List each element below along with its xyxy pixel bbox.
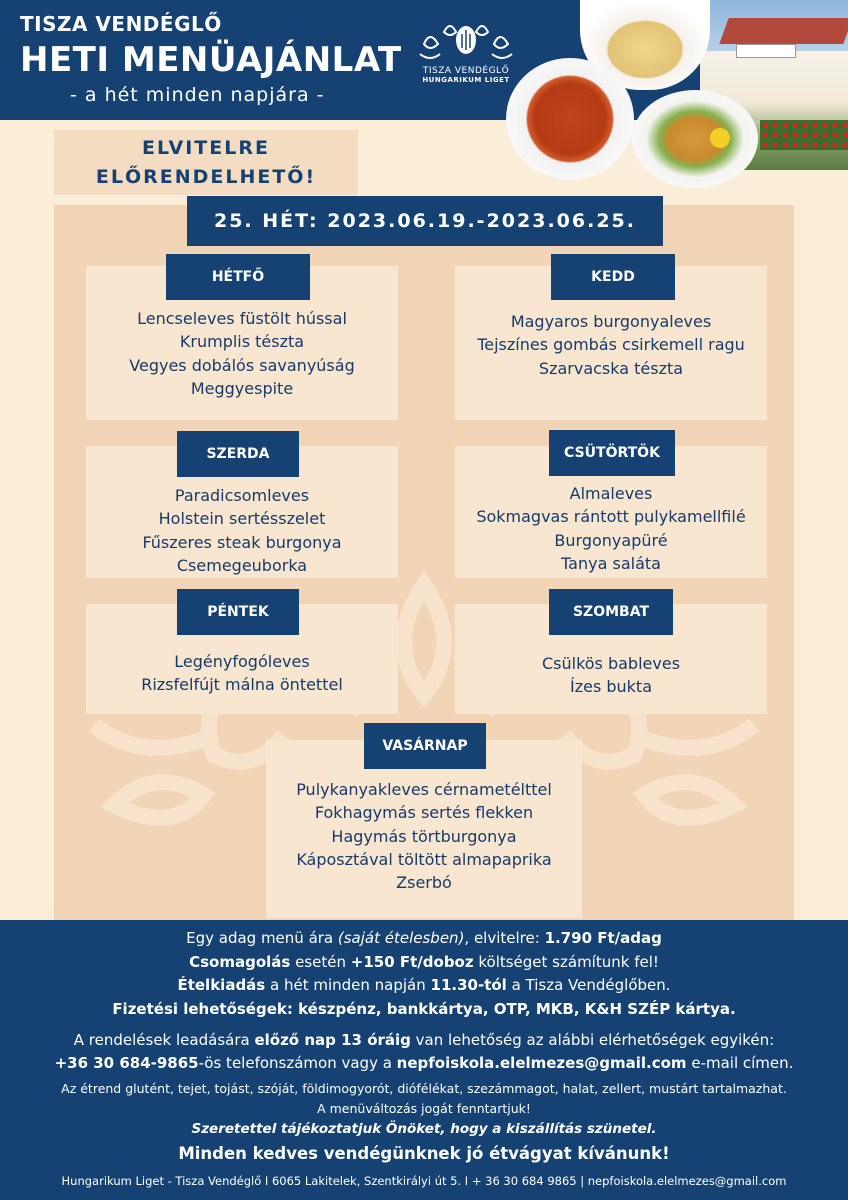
packaging-fee: +150 Ft/doboz	[350, 953, 474, 971]
dish-item: Fűszeres steak burgonya	[142, 532, 342, 552]
day-menu-saturday	[455, 652, 767, 699]
rights-notice: A menüváltozás jogát fenntartjuk!	[317, 1101, 531, 1116]
delivery-notice: Szeretettel tájékoztatjuk Önöket, hogy a kiszállítás szünetel.	[191, 1121, 657, 1137]
address-line: Hungarikum Liget - Tisza Vendéglő I 6065 Lakitelek, Szentkirályi út 5. I + 36 30 684 9865 | nepfoiskola.elelmezes@gmail.com	[61, 1174, 787, 1188]
day-menu-wednesday	[86, 484, 398, 577]
day-menu-friday	[86, 650, 398, 697]
price-line	[0, 929, 848, 947]
contact-text: e-mail címen.	[686, 1054, 794, 1072]
dish-item: Csemegeuborka	[176, 555, 308, 575]
day-label-sunday: VASÁRNAP	[364, 723, 486, 769]
day-label-tuesday: KEDD	[551, 254, 675, 300]
dish-item: Zserbó	[396, 873, 452, 893]
day-menu-sunday	[266, 778, 582, 894]
price-value: 1.790 Ft/adag	[544, 929, 662, 947]
order-line	[0, 1031, 848, 1049]
order-text: van lehetőség az alábbi elérhetőségek egyikén:	[410, 1031, 775, 1049]
fried-fish-plate-photo	[632, 90, 758, 188]
logo-name: TISZA VENDÉGLŐ	[422, 66, 510, 76]
day-label-thursday: CSÜTÖRTÖK	[549, 430, 675, 476]
dish-item: Krumplis tészta	[179, 332, 305, 352]
day-label-monday: HÉTFŐ	[166, 254, 310, 300]
goulash-soup-photo	[506, 58, 634, 180]
serving-label: Ételkiadás	[177, 976, 266, 994]
contact-text: -ös telefonszámon vagy a	[198, 1054, 397, 1072]
dish-item: Legényfogóleves	[174, 652, 310, 671]
dish-item: Tejszínes gombás csirkemell ragu	[477, 335, 745, 355]
order-deadline: előző nap 13 óráig	[254, 1031, 411, 1049]
serving-text: a hét minden napján	[265, 976, 431, 994]
dish-item: Sokmagvas rántott pulykamellfilé	[476, 507, 746, 527]
restaurant-logo	[412, 14, 520, 108]
wish-line: Minden kedves vendégünknek jó étvágyat kívánunk!	[178, 1144, 670, 1163]
serving-time: 11.30-tól	[430, 976, 507, 994]
payment-line: Fizetési lehetőségek: készpénz, bankkártya, OTP, MKB, K&H SZÉP kártya.	[112, 1000, 736, 1018]
contact-line	[0, 1054, 848, 1072]
dish-item: Rizsfelfújt málna öntettel	[141, 675, 343, 695]
takeaway-line-2: ELŐRENDELHETŐ!	[95, 166, 317, 188]
day-label-friday: PÉNTEK	[177, 589, 299, 635]
takeaway-notice	[54, 130, 358, 195]
dish-item: Paradicsomleves	[174, 486, 310, 505]
order-text: A rendelések leadására	[73, 1031, 255, 1049]
dish-item: Almaleves	[569, 484, 653, 503]
phone-number[interactable]: +36 30 684-9865	[54, 1054, 199, 1072]
logo-subtitle: HUNGARIKUM LIGET	[422, 76, 510, 84]
allergen-notice: Az étrend glutént, tejet, tojást, szóját, földimogyorót, diófélékat, szezámmagot, halat, zellert, mustárt tartalmazhat.	[61, 1081, 787, 1096]
dish-item: Hagymás törtburgonya	[331, 826, 517, 846]
packaging-line	[0, 953, 848, 971]
day-menu-tuesday	[455, 310, 767, 380]
serving-text: a Tisza Vendéglőben.	[506, 976, 671, 994]
page-subtitle: - a hét minden napjára -	[70, 84, 325, 106]
dish-item: Pulykanyakleves cérnametélttel	[296, 780, 552, 799]
week-banner: 25. HÉT: 2023.06.19.-2023.06.25.	[187, 196, 663, 246]
dish-item: Holstein sertésszelet	[158, 509, 326, 529]
dish-item: Káposztával töltött almapaprika	[296, 849, 552, 869]
dish-item: Meggyespite	[190, 378, 294, 398]
dish-item: Vegyes dobálós savanyúság	[129, 355, 355, 375]
packaging-text: költséget számítunk fel!	[473, 953, 659, 971]
packaging-label: Csomagolás	[189, 953, 291, 971]
price-note: (saját ételesben)	[337, 929, 465, 947]
price-text: , elvitelre:	[464, 929, 545, 947]
email-address[interactable]: nepfoiskola.elelmezes@gmail.com	[396, 1054, 687, 1072]
dish-item: Ízes bukta	[569, 677, 653, 697]
dish-item: Csülkös bableves	[541, 654, 681, 673]
dish-item: Fokhagymás sertés flekken	[314, 803, 534, 823]
takeaway-line-1: ELVITELRE	[142, 137, 270, 159]
restaurant-name: TISZA VENDÉGLŐ	[20, 12, 222, 36]
day-menu-monday	[86, 307, 398, 400]
packaging-text: esetén	[290, 953, 351, 971]
price-text: Egy adag menü ára	[186, 929, 338, 947]
footer-info	[0, 920, 848, 1200]
serving-line	[0, 976, 848, 994]
dish-item: Lencseleves füstölt hússal	[137, 309, 347, 328]
day-label-saturday: SZOMBAT	[549, 589, 673, 635]
day-label-wednesday: SZERDA	[177, 431, 299, 477]
dish-item: Burgonyapüré	[554, 530, 668, 550]
dish-item: Magyaros burgonyaleves	[510, 312, 712, 331]
ornament-icon	[416, 14, 516, 64]
page-title: HETI MENÜAJÁNLAT	[20, 40, 402, 80]
dish-item: Szarvacska tészta	[538, 358, 684, 378]
dish-item: Tanya saláta	[561, 553, 661, 573]
day-menu-thursday	[455, 482, 767, 575]
